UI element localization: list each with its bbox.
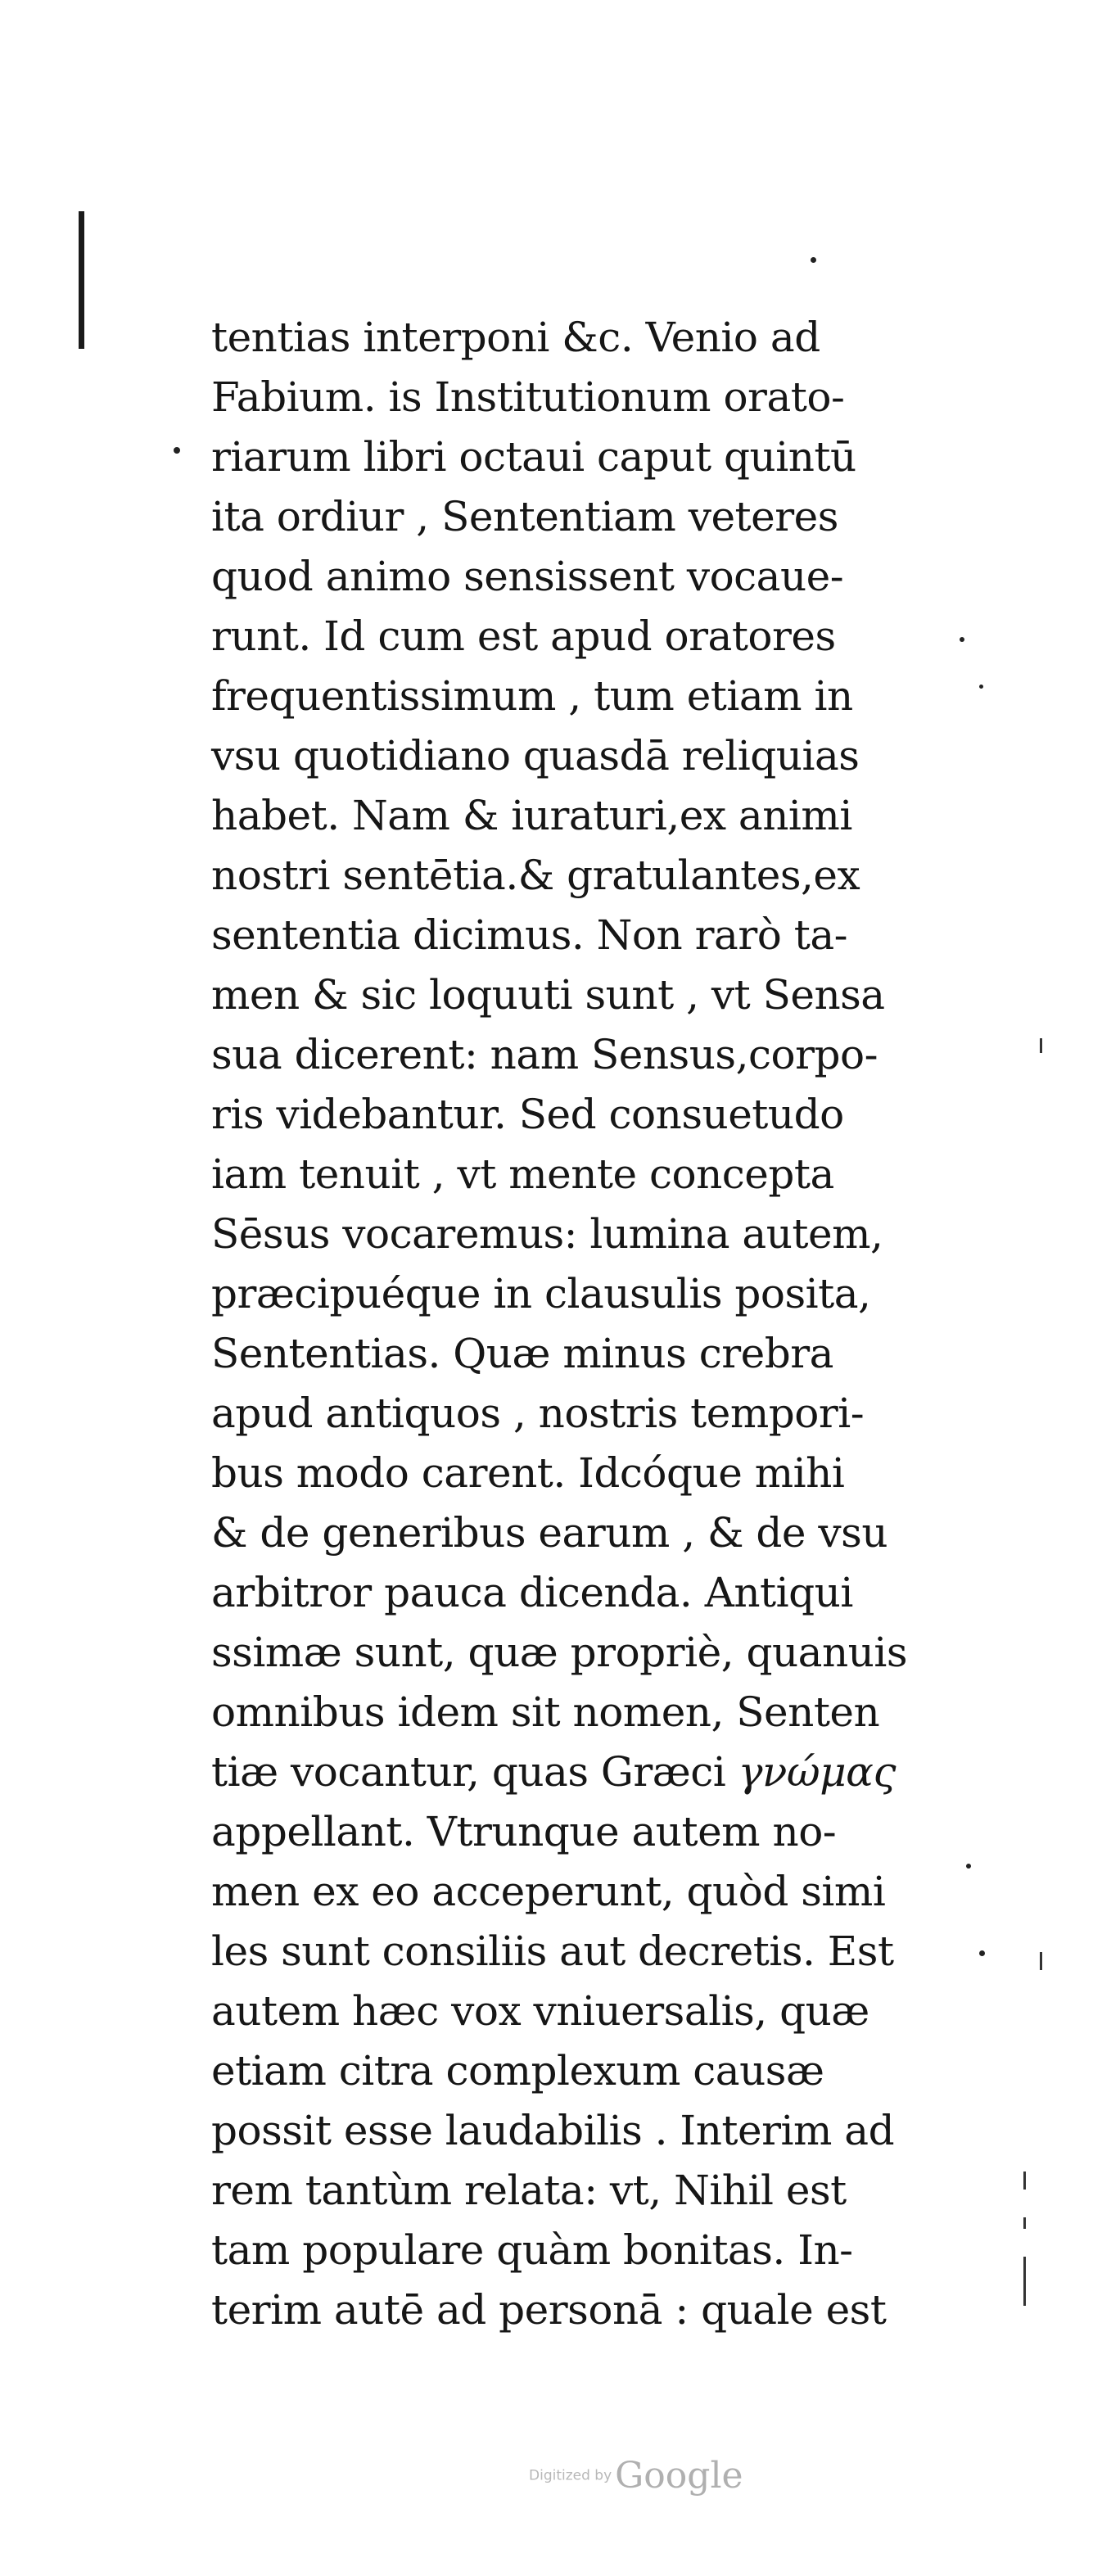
margin-tick-mark [1040, 1952, 1042, 1970]
text-line: Sēsus vocaremus: lumina autem, [211, 1210, 883, 1258]
text-line [211, 1742, 948, 1802]
digitized-label: Digitized by [529, 2467, 612, 2484]
margin-rule-mark [79, 211, 84, 349]
text-line: appellant. Vtrunque autem no- [211, 1808, 837, 1855]
text-line: sententia dicimus. Non rarò ta- [211, 911, 848, 959]
text-line: ita ordiur , Sententiam veteres [211, 493, 838, 540]
greek-word: γνώμας [738, 1748, 896, 1796]
text-line: & de generibus earum , & de vsu [211, 1509, 888, 1557]
text-line: rem tantùm relata: vt, Nihil est [211, 2167, 847, 2214]
text-line: iam tenuit , vt mente concepta [211, 1150, 834, 1198]
latin-text-block [211, 308, 948, 2340]
text-line: bus modo carent. Idcóque mihi [211, 1449, 845, 1497]
text-line: habet. Nam & iuraturi,ex animi [211, 792, 852, 839]
digitized-by-google-watermark [529, 2455, 743, 2497]
text-line: apud antiquos , nostris tempori- [211, 1390, 865, 1437]
ink-speck [979, 685, 983, 689]
margin-tick-mark [1023, 2172, 1026, 2190]
text-line-segment: tiæ vocantur, quas Græci [211, 1748, 726, 1796]
text-line: autem hæc vox vniuersalis, quæ [211, 1987, 869, 2035]
margin-tick-mark [1040, 1038, 1042, 1053]
ink-speck [960, 637, 964, 642]
ink-speck [811, 257, 816, 263]
text-line: nostri sentētia.& gratulantes,ex [211, 852, 860, 899]
text-line: etiam citra complexum causæ [211, 2047, 824, 2095]
text-line: terim autē ad personā : quale est [211, 2286, 887, 2334]
text-line: tam populare quàm bonitas. In- [211, 2226, 853, 2274]
margin-tick-mark [1023, 2217, 1026, 2229]
text-line: frequentissimum , tum etiam in [211, 672, 853, 720]
text-line: præcipuéque in clausulis posita, [211, 1270, 871, 1317]
text-line: riarum libri octaui caput quintū [211, 433, 856, 481]
margin-tick-mark [1023, 2257, 1026, 2306]
text-line: arbitror pauca dicenda. Antiqui [211, 1569, 853, 1616]
text-line: quod animo sensissent vocaue- [211, 553, 844, 600]
text-line: les sunt consiliis aut decretis. Est [211, 1927, 894, 1975]
text-line: tentias interponi &c. Venio ad [211, 314, 820, 361]
text-line: ssimæ sunt, quæ propriè, quanuis [211, 1629, 908, 1676]
text-line: vsu quotidiano quasdā reliquias [211, 732, 860, 780]
text-line: men & sic loquuti sunt , vt Sensa [211, 971, 885, 1019]
text-line: runt. Id cum est apud oratores [211, 612, 836, 660]
text-line: ris videbantur. Sed consuetudo [211, 1091, 844, 1138]
text-line: omnibus idem sit nomen, Senten [211, 1688, 880, 1736]
text-line: Fabium. is Institutionum orato- [211, 373, 845, 421]
ink-speck [174, 447, 180, 454]
ink-speck [979, 1950, 985, 1956]
ink-speck [966, 1864, 971, 1869]
text-line: possit esse laudabilis . Interim ad [211, 2107, 895, 2154]
text-line: sua dicerent: nam Sensus,corpo- [211, 1031, 878, 1078]
text-line: men ex eo acceperunt, quòd simi [211, 1868, 886, 1915]
google-logo: Google [615, 2455, 743, 2497]
text-line: Sententias. Quæ minus crebra [211, 1330, 833, 1377]
